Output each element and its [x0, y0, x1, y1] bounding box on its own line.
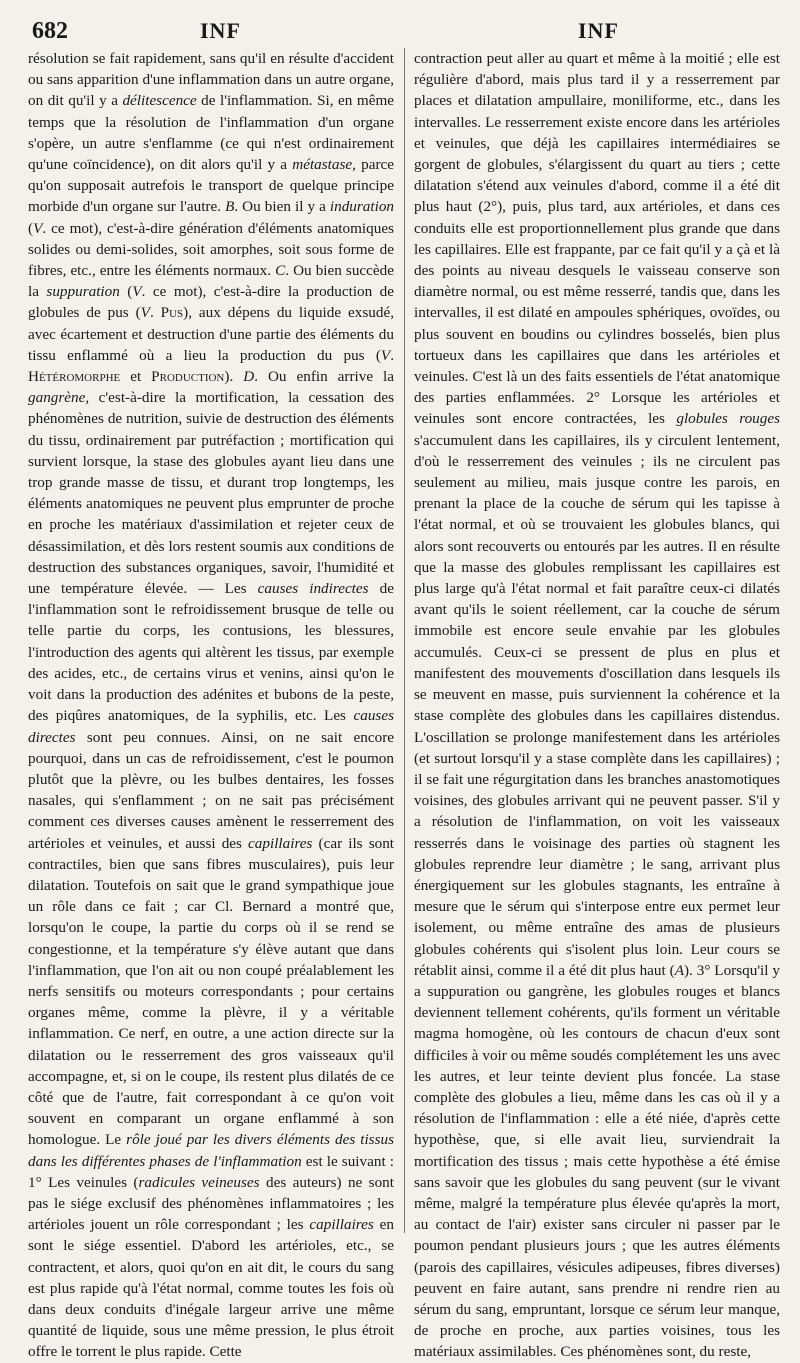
text-run: sont peu connues. Ainsi, on ne sait encore pourquoi, dans un cas de refroidissement, c'est le poumon plutôt que la plèvre, ou les bulbes dentaires, les fosses nasales, qui s'enflamment ; on ne sait pas précisément comment ces diverses causes amènent le resserrement des artérioles et veinules, et aussi des	[28, 728, 394, 852]
text-run: Production	[151, 368, 225, 386]
text-run: , parce qu'on supposait autrefois le transport de quelque principe morbide d'un organe sur l'autre.	[28, 156, 395, 216]
text-run: B	[225, 198, 235, 216]
text-run: causes indirectes	[257, 580, 369, 598]
text-run: . Ou enfin arrive la	[254, 368, 394, 386]
text-run: contraction peut aller au quart et même à la moitié ; elle est régulière d'abord, mais plus tard il y a resserrement par places et dilatation ampullaire, moniliforme, etc., dans les intervalles. Le resserrement existe encore dans les artérioles et veinules, que déjà les capillaires intermédiaires se gorgent de globules, s'élargissent du quart au tiers ; cette dilatation s'étend aux veinules d'abord, comme il a été dit plus haut (2°), puis, plus tard, aux artérioles, et dans ces conduits elle est proportionnellement plus grande que dans les capillaires. Elle est frappante, par ce fait qu'il y a çà et là des points au niveau desquels le vaisseau conserve son diamètre normal, ou est même resserré, tandis que, dans les intervalles, il est dilaté en ampoules sphériques, ovoïdes, ou plus souvent en boudins ou cylindres bosselés, bien plus tortueux dans les capillaires que dans les artérioles et veinules. C'est là un des faits essentiels de l'état anatomique des parties enflammées. 2° Lorsque les artérioles et veinules sont encore contractées, les	[414, 50, 780, 428]
text-run: causes directes	[28, 707, 394, 746]
text-run: s'accumulent dans les capillaires, ils y circulent lentement, d'où le resserrement des veinules ; ils ne circulent pas seulement au milieu, mais jusque contre les parois, en prenant la place de la couche de sérum qui les tapisse à l'état normal, et où se trouvaient les globules blancs, qui alors sont recouverts ou entourés par les autres. Il en résulte que la masse des globules remplissant les capillaires est plus large qu'à l'état normal et fait paraître ceux-ci dilatés avant qu'ils le soient réellement, car la couche de sérum immobile est encore seule envahie par les globules accumulés. Ceux-ci se pressent de plus en plus et manifestent des mouvements d'oscillation dans lesquels ils se meuvent en masse, puis surviennent la cohérence et la stase complète des globules dans les capillaires distendus. L'oscillation se prolonge manifestement dans les artérioles (et surtout lorsqu'il y a stase complète dans les capillaires) ; il se fait une régurgitation dans les branches anastomotiques voisines, des globules arrivant qui ne peuvent passer. S'il y a résolution de l'inflammation, on voit les vaisseaux resserrés dans le voisinage des parties où stagnent les globules reprendre leur diamètre ; le sang, arrivant plus énergiquement sur les globules stagnants, les entraîne à mesure que le sérum qui s'interpose entre eux permet leur isolement, ou même entraîne des amas de plusieurs globules cohérents qui s'isolent plus loin. Leur cours se rétablit ainsi, comme il a été dit plus haut (	[414, 431, 780, 979]
text-run: .	[149, 304, 161, 322]
text-run: résolution se fait rapidement, sans qu'il en résulte d'accident ou sans apparition d'une inflammation dans un autre organe, on dit qu'il y a	[28, 50, 394, 110]
text-run: de l'inflammation. Si, en même temps que la résolution de l'inflammation d'un organe s'opère, un autre s'enflamme (ce qui n'est ordinairement qu'une coïncidence), on dit alors qu'il y a	[28, 92, 394, 174]
text-run: (	[28, 219, 34, 237]
text-run: et	[120, 368, 152, 386]
text-run: V	[380, 346, 391, 364]
text-run: rôle joué par les divers éléments des tissus dans les différentes phases de l'inflammation	[28, 1131, 394, 1170]
text-run: est le suivant : 1° Les veinules (	[28, 1152, 394, 1191]
text-run: des auteurs) ne sont pas le siége exclusif des phénomènes inflammatoires ; les artérioles jouent un rôle correspondant ; les	[28, 1173, 394, 1234]
text-run: V	[33, 219, 43, 237]
column-divider	[404, 48, 405, 1233]
page-header	[0, 18, 800, 48]
left-column-text	[28, 48, 394, 1363]
text-run: . ce mot), c'est-à-dire la production de globules de pus (	[28, 283, 395, 322]
text-run: . Ou bien il y a	[234, 198, 330, 216]
right-column	[414, 48, 780, 1363]
text-run: D	[243, 368, 255, 386]
text-run: ).	[224, 368, 244, 386]
text-run: capillaires	[309, 1216, 374, 1234]
text-run: (car ils sont contractiles, bien que sans fibres musculaires), puis leur dilatation. Toutefois on sait que le grand sympathique joue un rôle dans ce fait ; car Cl. Bernard a montré que, lorsqu'on le coupe, la partie du corps où il se rend se congestionne, et la température s'y élève autant que dans l'inflammation, que l'on ait ou non coupé préalablement les nerfs sensitifs ou moteurs correspondants ; pour certains organes même, comme la plèvre, il y a véritable inflammation. Ce nerf, en outre, a une action directe sur la dilatation ou le resserrement des gros vaisseaux qu'il accompagne, et, si on le coupe, ils restent plus dilatés de ce côté que de l'autre, fait correspondant à ce qu'on voit souvent en comparant un organe enflammé à son homologue. Le	[28, 834, 395, 1149]
text-run: en sont le siége essentiel. D'abord les artérioles, etc., se contractent, et alors, quoi qu'on en ait dit, le cours du sang est plus rapide qu'à l'état normal, comme toutes les fois où dans deux conduits d'inégale largeur arrive une même quantité de liquide, sous une même pression, le plus étroit offre le torrent le plus rapide. Cette	[28, 1216, 394, 1361]
text-run: de l'inflammation sont le refroidissement brusque de telle ou telle partie du corps, les contusions, les blessures, l'introduction des agents qui altèrent les tissus, par exemple des acides, etc., de certains virus et venins, ainsi qu'on le voit dans la production des adénites et bubons de la peste, des piqûres anatomiques, de la syphilis, etc. Les	[28, 580, 394, 725]
text-run: ), aux dépens du liquide exsudé, avec écartement et destruction d'une partie des éléments du tissu enflammé où a lieu la production du pus (	[28, 304, 394, 364]
text-run: , c'est-à-dire la mortification, la cessation des phénomènes de nutrition, suivie de destruction des éléments du tissu, ordinairement par putréfaction ; mortification qui survient lorsque, la stase des globules ayant lieu dans une trop grande masse de tissu, et durant trop longtemps, les éléments anatomiques ne peuvent plus emprunter de proche en proche les matériaux d'assimilation et rejeter ceux de désassimilation, et dès lors restent soumis aux conditions de destruction des substances organiques, savoir, l'humidité et une température élevée. — Les	[28, 389, 394, 598]
text-run: V	[132, 283, 142, 301]
text-run: .	[390, 346, 394, 364]
text-run: ). 3° Lorsqu'il y a suppuration ou gangrène, les globules rouges et blancs deviennent tellement cohérents, qu'ils forment un véritable magma homogène, où les contours de chacun d'eux sont difficiles à voir ou même soudés complétement les uns avec les autres, et leur teinte devient plus foncée. La stase complète des globules a lieu, même dans les cas où il y a résolution de l'inflammation : elle a été niée, d'après cette hypothèse, que, si elle avait lieu, surviendrait la mortification des tissus ; mais cette hypothèse a été émise sans savoir que les globules du sang peuvent (sur le vivant même, malgré la température plus élevée qu'après la mort, au contact de l'air) exister sans circuler ni passer par le poumon pendant plusieurs jours ; que les autres éléments (parois des capillaires, vésicules adipeuses, fibres diverses) peuvent en faire autant, sans prendre ni rendre rien au sérum du sang, empruntant, lorsque ce sérum leur manque, de proche en proche, aux parties voisines, tous les matériaux assimilables. Ces phénomènes sont, du reste,	[414, 961, 780, 1361]
running-head-left: INF	[200, 18, 241, 43]
text-run: gangrène	[28, 389, 86, 407]
text-run: métastase	[292, 156, 353, 174]
left-column	[28, 48, 394, 1363]
running-head-right: INF	[578, 18, 619, 43]
text-run: . ce mot), c'est-à-dire génération d'éléments anatomiques solides ou demi-solides, soit amorphes, soit sous forme de fibres, etc., entre les éléments normaux.	[28, 219, 394, 280]
right-column-text	[414, 48, 780, 1363]
text-run: A	[674, 961, 684, 979]
text-run: C	[275, 262, 286, 280]
text-run: (	[119, 283, 133, 301]
text-run: Pus	[160, 304, 184, 322]
text-run: suppuration	[46, 283, 120, 301]
text-run: radicules veineuses	[138, 1173, 260, 1191]
text-run: . Ou bien succède la	[28, 262, 394, 301]
text-run: capillaires	[248, 834, 313, 852]
page-number: 682	[32, 18, 68, 44]
text-run: Hétéromorphe	[28, 368, 121, 386]
text-run: globules rouges	[676, 410, 780, 428]
text-run: induration	[329, 198, 395, 216]
text-run: V	[140, 304, 150, 322]
text-run: délitescence	[122, 92, 197, 110]
